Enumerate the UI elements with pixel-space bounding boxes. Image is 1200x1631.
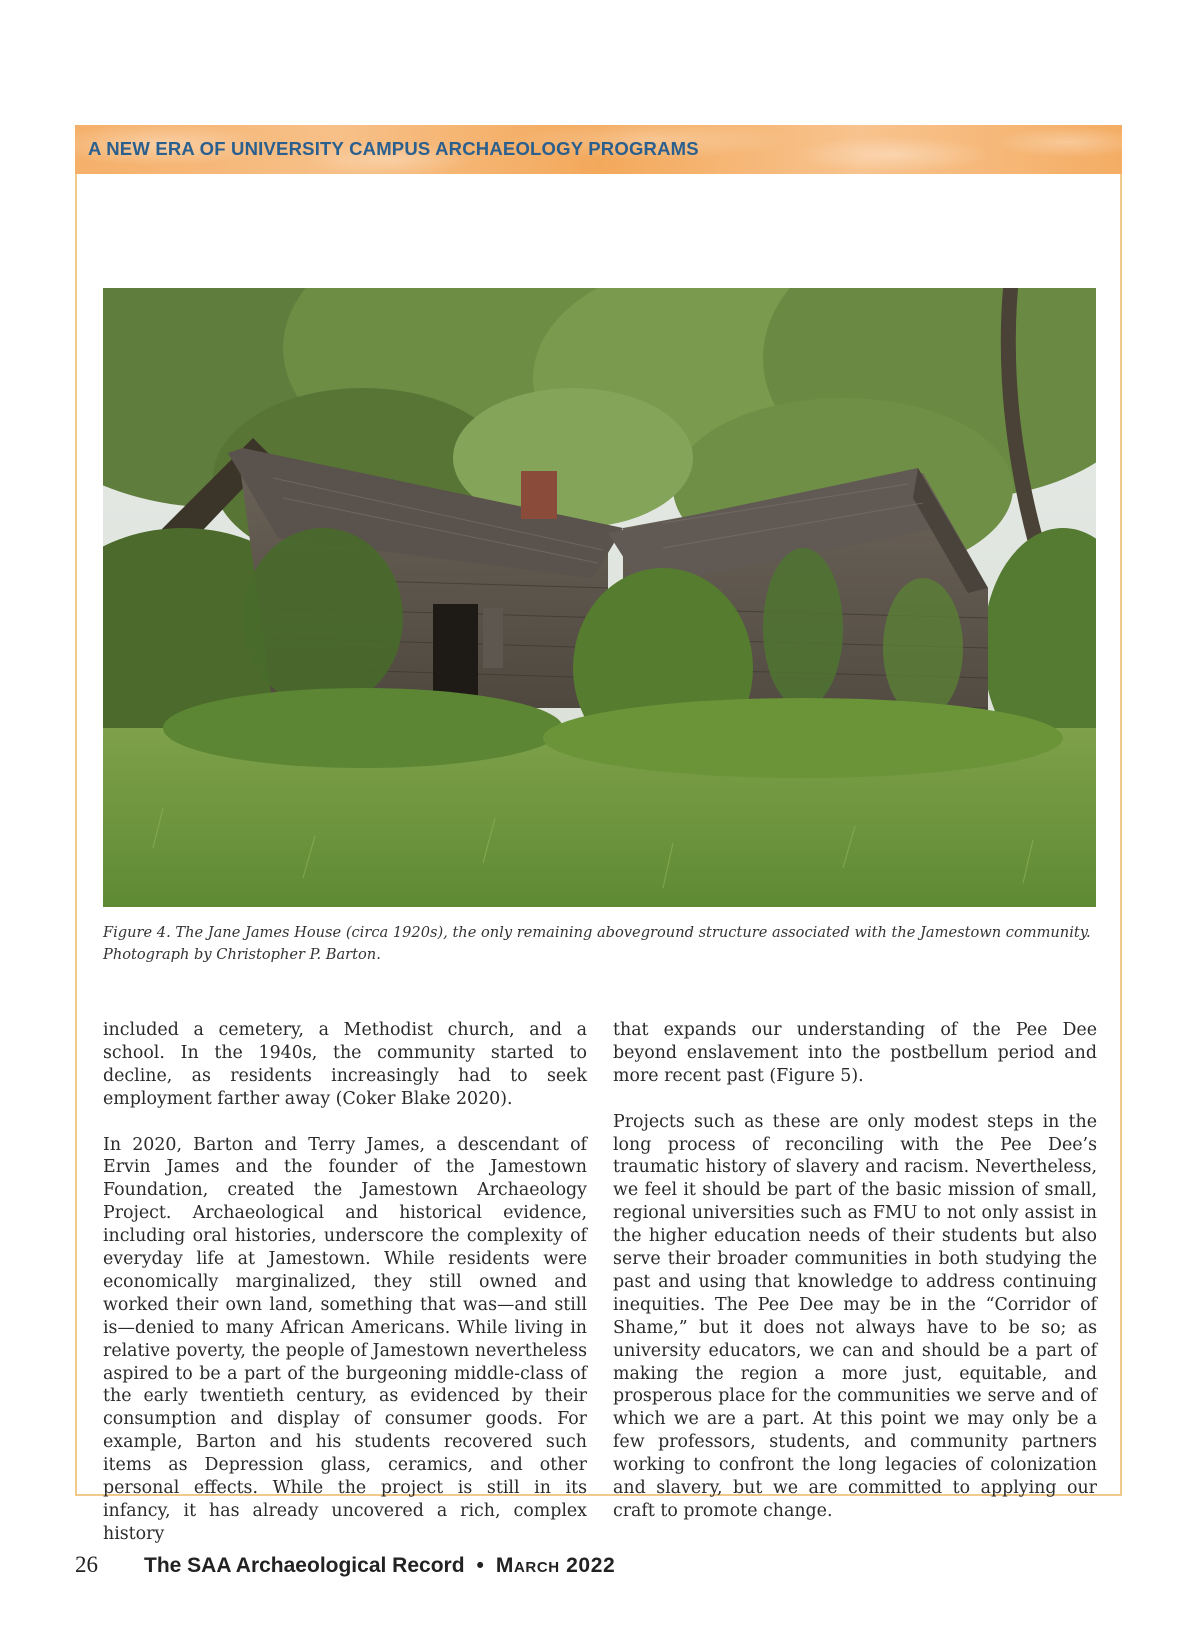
banner-title: A NEW ERA OF UNIVERSITY CAMPUS ARCHAEOLOGY PROGRAMS (88, 138, 699, 159)
publication-title: The SAA Archaeological Record (144, 1554, 465, 1577)
page-number: 26 (75, 1552, 98, 1577)
figure-photo-jane-james-house (103, 288, 1096, 907)
paragraph: that expands our understanding of the Pee Dee beyond enslavement into the postbellum period and more recent past (Figure 5). (613, 1020, 1097, 1086)
footer-separator: • (476, 1554, 484, 1577)
page-footer (75, 1552, 615, 1578)
paragraph: included a cemetery, a Methodist church, and a school. In the 1940s, the community started to decline, as residents increasingly had to seek employment farther away (Coker Blake 2020). (103, 1020, 587, 1109)
paragraph: In 2020, Barton and Terry James, a descendant of Ervin James and the founder of the Jamestown Foundation, created the Jamestown Archaeology Project. Archaeological and historical evidence, including oral histories, underscore the complexity of everyday life at Jamestown. While residents were economically marginalized, they still owned and worked their own land, something that was—and still is—denied to many African Americans. While living in relative poverty, the people of Jamestown nevertheless aspired to be a part of the burgeoning middle-class of the early twentieth century, as evidenced by their consumption and display of consumer goods. For example, Barton and his students recovered such items as Depression glass, ceramics, and other personal effects. While the project is still in its infancy, it has already uncovered a rich, complex history (103, 1134, 587, 1544)
paragraph: Projects such as these are only modest steps in the long process of reconciling with the Pee Dee’s traumatic history of slavery and racism. Nevertheless, we feel it should be part of the basic mission of small, regional universities such as FMU to not only assist in the higher education needs of their students but also serve their broader communities in both studying the past and using that knowledge to address continuing inequities. The Pee Dee may be in the “Corridor of Shame,” but it does not always have to be so; as university educators, we can and should be a part of making the region a more just, equitable, and prosperous place for the communities we serve and of which we are a part. At this point we may only be a few professors, students, and community partners working to confront the long legacies of colonization and slavery, but we are committed to applying our craft to promote change. (613, 1111, 1097, 1522)
body-column-left (103, 1019, 587, 1546)
section-banner (75, 125, 1122, 174)
issue-date: March 2022 (495, 1554, 616, 1577)
body-column-right (613, 1019, 1097, 1523)
figure-caption: Figure 4. The Jane James House (circa 1920s), the only remaining aboveground structure associated with the Jamestown community. Photograph by Christopher P. Barton. (103, 924, 1091, 963)
house-illustration (103, 288, 1096, 907)
